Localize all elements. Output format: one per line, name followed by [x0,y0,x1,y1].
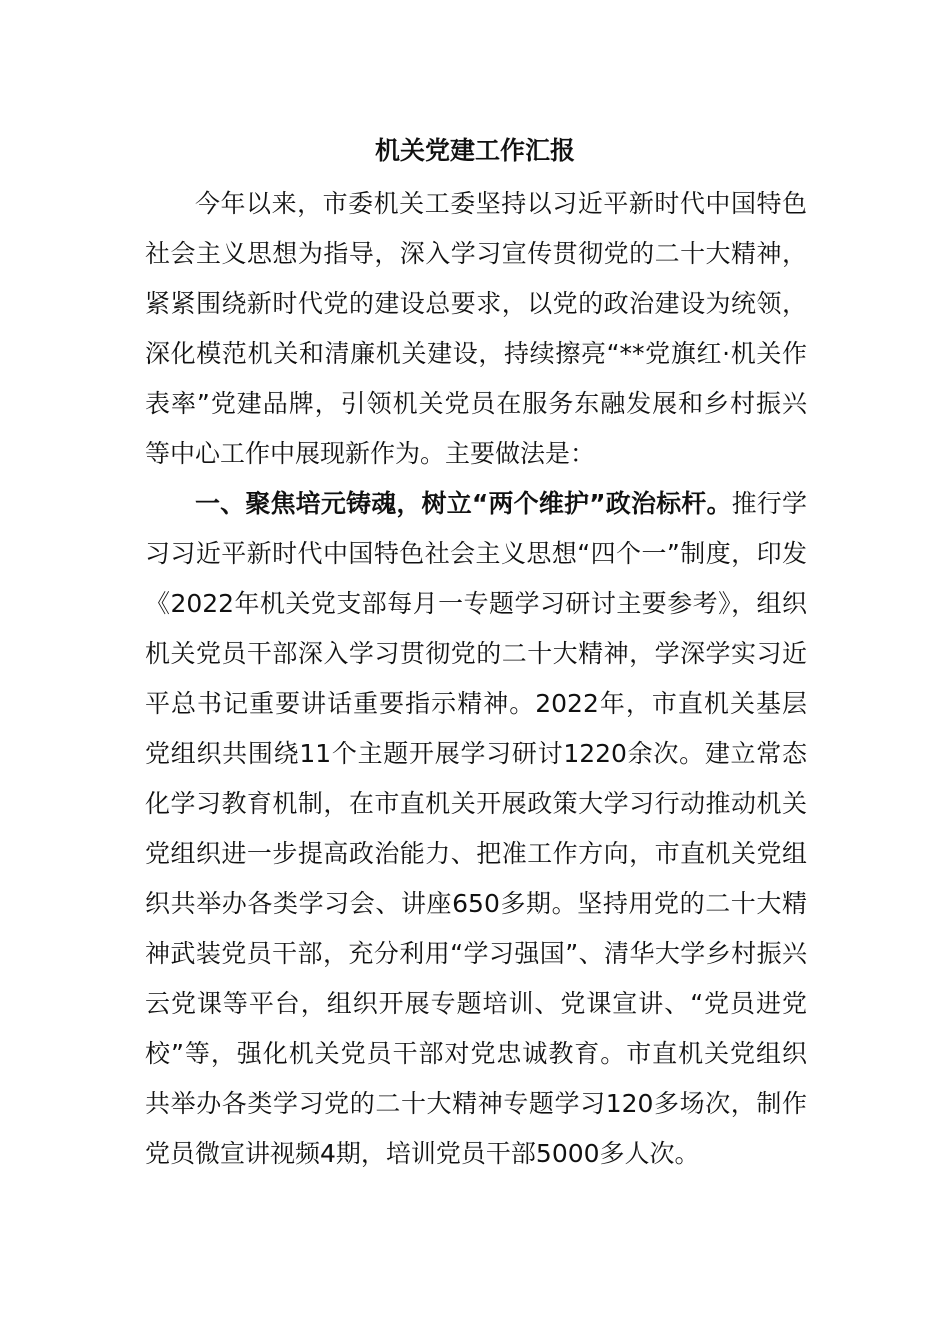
section-1-heading: 一、聚焦培元铸魂，树立“两个维护”政治标杆。 [195,489,732,518]
document-title: 机关党建工作汇报 [374,136,575,165]
intro-paragraph: 今年以来，市委机关工委坚持以习近平新时代中国特色社会主义思想为指导，深入学习宣传贯彻党的二十大精神，紧紧围绕新时代党的建设总要求，以党的政治建设为统领，深化模范机关和清廉机关建设，持续擦亮“**党旗红·机关作表率”党建品牌，引领机关党员在服务东融发展和乡村振兴等中心工作中展现新作为。主要做法是： [145,189,807,468]
section-1-paragraph [145,479,807,1179]
document-body [145,179,807,1179]
section-1-body: 推行学习习近平新时代中国特色社会主义思想“四个一”制度，印发《2022年机关党支部每月一专题学习研讨主要参考》，组织机关党员干部深入学习贯彻党的二十大精神，学深学实习近平总书记重要讲话重要指示精神。2022年，市直机关基层党组织共围绕11个主题开展学习研讨1220余次。建立常态化学习教育机制，在市直机关开展政策大学习行动推动机关党组织进一步提高政治能力、把准工作方向，市直机关党组织共举办各类学习会、讲座650多期。坚持用党的二十大精神武装党员干部，充分利用“学习强国”、清华大学乡村振兴云党课等平台，组织开展专题培训、党课宣讲、“党员进党校”等，强化机关党员干部对党忠诚教育。市直机关党组织共举办各类学习党的二十大精神专题学习120多场次，制作党员微宣讲视频4期，培训党员干部5000多人次。 [145,489,807,1168]
